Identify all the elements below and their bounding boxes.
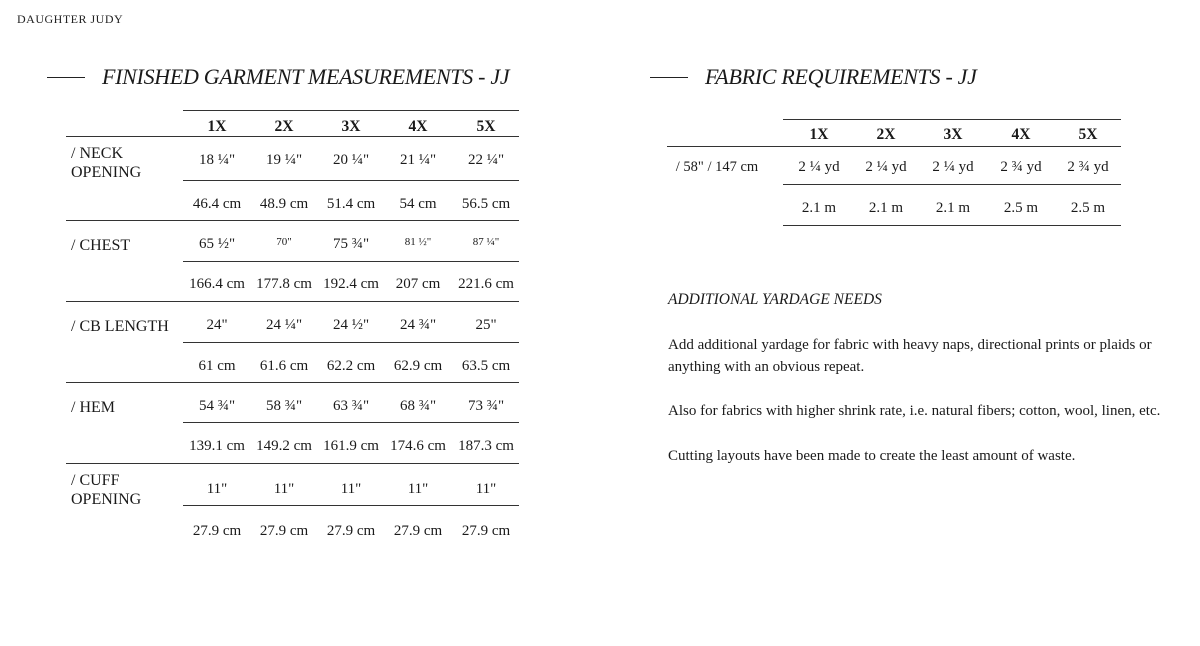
inch-value: 11" (206, 481, 228, 497)
additional-paragraph: Add additional yardage for fabric with heavy naps, directional prints or plaids or anything with an obvious repeat. (668, 337, 1152, 375)
table-rule (783, 225, 1121, 226)
additional-yardage-title: ADDITIONAL YARDAGE NEEDS (668, 291, 882, 308)
cm-value: 63.5 cm (461, 358, 511, 374)
fabric-heading (650, 64, 977, 90)
row-label: / CB LENGTH (71, 318, 169, 335)
additional-paragraph: Also for fabrics with higher shrink rate, i.e. natural fibers; cotton, wool, linen, etc. (668, 403, 1161, 419)
cm-value: 27.9 cm (461, 523, 511, 539)
yard-value: 2 ¾ yd (1000, 159, 1042, 175)
cm-value: 56.5 cm (461, 196, 511, 212)
size-header: 1X (207, 118, 227, 135)
inch-value: 81 ½" (404, 236, 432, 248)
table-rule (183, 180, 519, 181)
inch-value: 24 ½" (332, 317, 370, 333)
inch-value: 65 ½" (198, 236, 236, 252)
inch-value: 11" (475, 481, 497, 497)
table-rule (66, 382, 519, 383)
inch-value: 73 ¾" (467, 398, 505, 414)
inch-value: 24 ¾" (399, 317, 437, 333)
yard-value: 2 ¼ yd (865, 159, 907, 175)
cm-value: 51.4 cm (326, 196, 376, 212)
cm-value: 27.9 cm (393, 523, 443, 539)
cm-value: 161.9 cm (323, 438, 379, 454)
fabric-width-label: / 58" / 147 cm (675, 159, 759, 175)
cm-value: 48.9 cm (259, 196, 309, 212)
inch-value: 70" (276, 236, 292, 248)
table-rule (667, 146, 1121, 147)
cm-value: 177.8 cm (256, 276, 312, 292)
inch-value: 11" (340, 481, 362, 497)
heading-rule (47, 77, 85, 78)
inch-value: 18 ¼" (198, 152, 236, 168)
brand-logo: DAUGHTER JUDY (17, 12, 124, 26)
table-rule (66, 136, 519, 137)
inch-value: 68 ¾" (399, 398, 437, 414)
cm-value: 174.6 cm (390, 438, 446, 454)
table-rule (66, 220, 519, 221)
table-rule (66, 463, 519, 464)
meter-value: 2.5 m (1003, 200, 1039, 216)
inch-value: 54 ¾" (198, 398, 236, 414)
table-rule (66, 301, 519, 302)
inch-value: 22 ¼" (467, 152, 505, 168)
cm-value: 187.3 cm (458, 438, 514, 454)
heading-rule (650, 77, 688, 78)
row-label: / HEM (71, 399, 115, 416)
table-rule (783, 119, 1121, 120)
inch-value: 87 ¼" (472, 236, 500, 248)
inch-value: 25" (475, 317, 497, 333)
cm-value: 61.6 cm (259, 358, 309, 374)
cm-value: 221.6 cm (458, 276, 514, 292)
measurements-title: FINISHED GARMENT MEASUREMENTS - JJ (102, 64, 510, 89)
table-rule (783, 184, 1121, 185)
yard-value: 2 ¾ yd (1067, 159, 1109, 175)
meter-value: 2.1 m (801, 200, 837, 216)
inch-value: 24" (206, 317, 228, 333)
cm-value: 27.9 cm (259, 523, 309, 539)
cm-value: 27.9 cm (192, 523, 242, 539)
measurements-heading (47, 64, 509, 90)
yard-value: 2 ¼ yd (932, 159, 974, 175)
additional-paragraph: Cutting layouts have been made to create the least amount of waste. (668, 448, 1076, 464)
meter-value: 2.1 m (868, 200, 904, 216)
yard-value: 2 ¼ yd (798, 159, 840, 175)
table-rule (183, 110, 519, 111)
inch-value: 58 ¾" (265, 398, 303, 414)
inch-value: 21 ¼" (399, 152, 437, 168)
table-rule (183, 261, 519, 262)
size-header: 5X (1078, 126, 1098, 143)
table-rule (183, 342, 519, 343)
meter-value: 2.1 m (935, 200, 971, 216)
size-header: 4X (408, 118, 428, 135)
cm-value: 62.9 cm (393, 358, 443, 374)
fabric-title: FABRIC REQUIREMENTS - JJ (705, 64, 977, 89)
meter-value: 2.5 m (1070, 200, 1106, 216)
size-header: 2X (274, 118, 294, 135)
inch-value: 63 ¾" (332, 398, 370, 414)
cm-value: 46.4 cm (192, 196, 242, 212)
cm-value: 27.9 cm (326, 523, 376, 539)
inch-value: 19 ¼" (265, 152, 303, 168)
inch-value: 20 ¼" (332, 152, 370, 168)
size-header: 1X (809, 126, 829, 143)
cm-value: 149.2 cm (256, 438, 312, 454)
cm-value: 54 cm (399, 196, 437, 212)
table-rule (183, 505, 519, 506)
cm-value: 192.4 cm (323, 276, 379, 292)
size-header: 2X (876, 126, 896, 143)
cm-value: 139.1 cm (189, 438, 245, 454)
row-label: / CUFF OPENING (71, 472, 142, 508)
cm-value: 166.4 cm (189, 276, 245, 292)
row-label: / NECK OPENING (71, 145, 142, 181)
cm-value: 61 cm (198, 358, 236, 374)
inch-value: 11" (273, 481, 295, 497)
inch-value: 11" (407, 481, 429, 497)
row-label: / CHEST (71, 237, 131, 254)
size-header: 5X (476, 118, 496, 135)
inch-value: 24 ¼" (265, 317, 303, 333)
size-header: 4X (1011, 126, 1031, 143)
inch-value: 75 ¾" (332, 236, 370, 252)
cm-value: 62.2 cm (326, 358, 376, 374)
cm-value: 207 cm (395, 276, 441, 292)
size-header: 3X (341, 118, 361, 135)
size-header: 3X (943, 126, 963, 143)
table-rule (183, 422, 519, 423)
